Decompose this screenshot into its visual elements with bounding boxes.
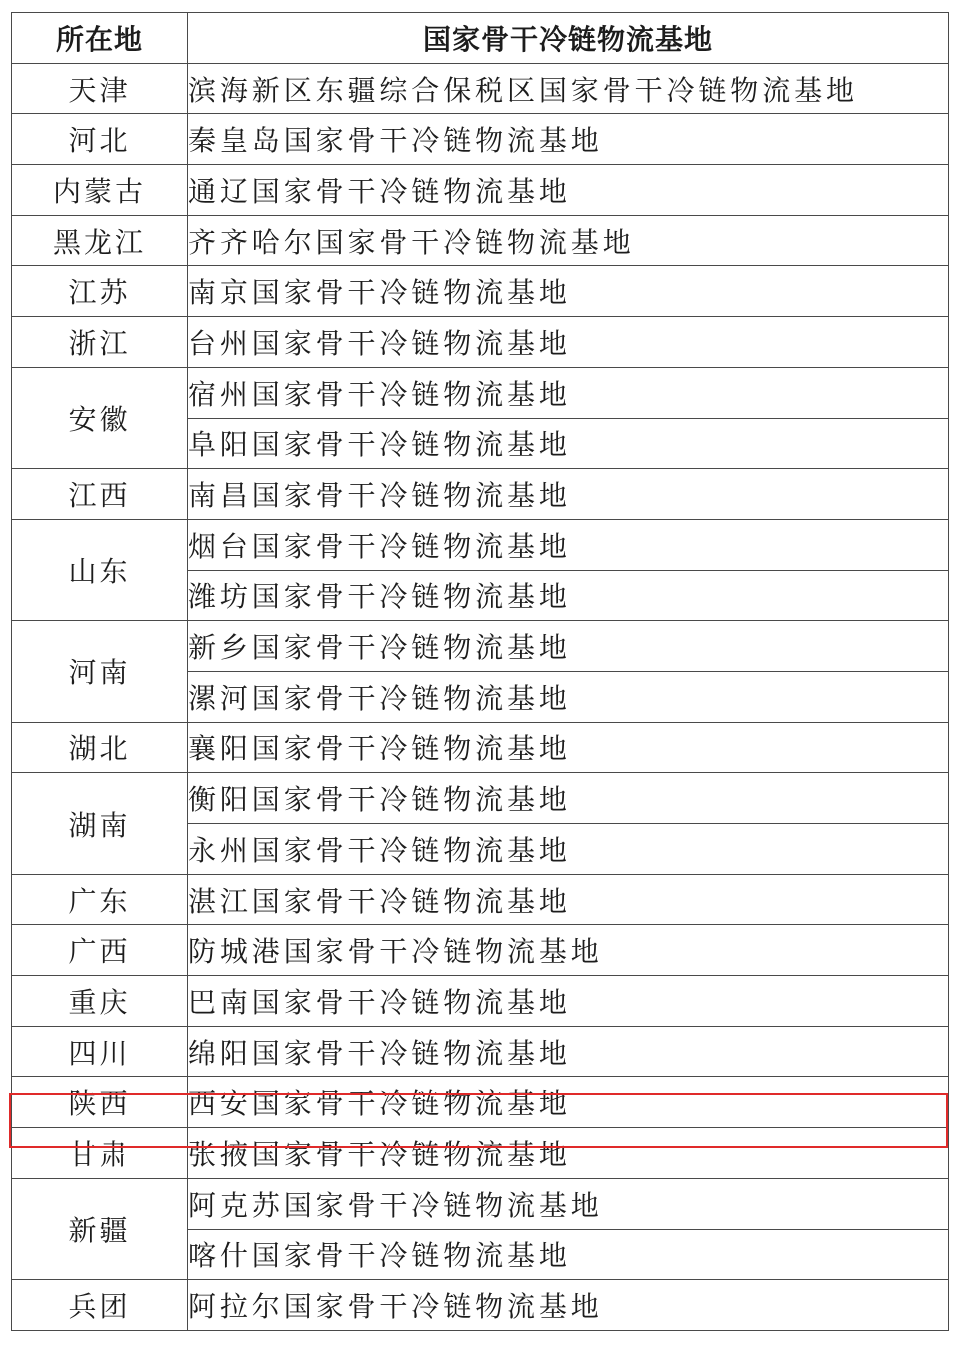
province-cell: 浙江 (12, 317, 188, 368)
province-cell: 湖北 (12, 722, 188, 773)
base-name-cell: 新乡国家骨干冷链物流基地 (188, 621, 949, 672)
header-base: 国家骨干冷链物流基地 (188, 13, 949, 64)
cold-chain-base-table (11, 12, 949, 1331)
header-province: 所在地 (12, 13, 188, 64)
table-row (12, 317, 949, 368)
table-row (12, 63, 949, 114)
base-name-cell: 喀什国家骨干冷链物流基地 (188, 1229, 949, 1280)
province-cell: 黑龙江 (12, 215, 188, 266)
table-row (12, 469, 949, 520)
base-name-cell: 潍坊国家骨干冷链物流基地 (188, 570, 949, 621)
table-row (12, 722, 949, 773)
base-name-cell: 齐齐哈尔国家骨干冷链物流基地 (188, 215, 949, 266)
table-row (12, 519, 949, 570)
base-name-cell: 南昌国家骨干冷链物流基地 (188, 469, 949, 520)
base-name-cell: 西安国家骨干冷链物流基地 (188, 1077, 949, 1128)
base-name-cell: 漯河国家骨干冷链物流基地 (188, 671, 949, 722)
province-cell: 河北 (12, 114, 188, 165)
table-row (12, 215, 949, 266)
province-cell: 山东 (12, 519, 188, 620)
province-cell: 江西 (12, 469, 188, 520)
base-name-cell: 衡阳国家骨干冷链物流基地 (188, 773, 949, 824)
province-cell: 甘肃 (12, 1128, 188, 1179)
table-row (12, 1280, 949, 1331)
province-cell: 广西 (12, 925, 188, 976)
base-name-cell: 阿克苏国家骨干冷链物流基地 (188, 1178, 949, 1229)
base-name-cell: 襄阳国家骨干冷链物流基地 (188, 722, 949, 773)
table-row (12, 773, 949, 824)
province-cell: 四川 (12, 1026, 188, 1077)
province-cell: 陕西 (12, 1077, 188, 1128)
province-cell: 河南 (12, 621, 188, 722)
table-row (12, 367, 949, 418)
province-cell: 内蒙古 (12, 165, 188, 216)
table-row (12, 1077, 949, 1128)
table-row (12, 1128, 949, 1179)
province-cell: 广东 (12, 874, 188, 925)
table-row (12, 165, 949, 216)
base-name-cell: 阜阳国家骨干冷链物流基地 (188, 418, 949, 469)
province-cell: 湖南 (12, 773, 188, 874)
base-name-cell: 台州国家骨干冷链物流基地 (188, 317, 949, 368)
base-name-cell: 防城港国家骨干冷链物流基地 (188, 925, 949, 976)
table-row (12, 114, 949, 165)
base-name-cell: 烟台国家骨干冷链物流基地 (188, 519, 949, 570)
table-row (12, 266, 949, 317)
base-name-cell: 滨海新区东疆综合保税区国家骨干冷链物流基地 (188, 63, 949, 114)
table-row (12, 925, 949, 976)
table-row (12, 621, 949, 672)
table-row (12, 976, 949, 1027)
province-cell: 兵团 (12, 1280, 188, 1331)
base-name-cell: 永州国家骨干冷链物流基地 (188, 824, 949, 875)
base-name-cell: 绵阳国家骨干冷链物流基地 (188, 1026, 949, 1077)
base-name-cell: 秦皇岛国家骨干冷链物流基地 (188, 114, 949, 165)
table-header-row (12, 13, 949, 64)
table-row (12, 1178, 949, 1229)
base-name-cell: 阿拉尔国家骨干冷链物流基地 (188, 1280, 949, 1331)
province-cell: 安徽 (12, 367, 188, 468)
base-name-cell: 巴南国家骨干冷链物流基地 (188, 976, 949, 1027)
province-cell: 江苏 (12, 266, 188, 317)
province-cell: 新疆 (12, 1178, 188, 1279)
table-row (12, 874, 949, 925)
table-body (12, 63, 949, 1330)
base-name-cell: 宿州国家骨干冷链物流基地 (188, 367, 949, 418)
base-name-cell: 张掖国家骨干冷链物流基地 (188, 1128, 949, 1179)
province-cell: 天津 (12, 63, 188, 114)
province-cell: 重庆 (12, 976, 188, 1027)
base-name-cell: 湛江国家骨干冷链物流基地 (188, 874, 949, 925)
base-name-cell: 南京国家骨干冷链物流基地 (188, 266, 949, 317)
table-row (12, 1026, 949, 1077)
base-name-cell: 通辽国家骨干冷链物流基地 (188, 165, 949, 216)
